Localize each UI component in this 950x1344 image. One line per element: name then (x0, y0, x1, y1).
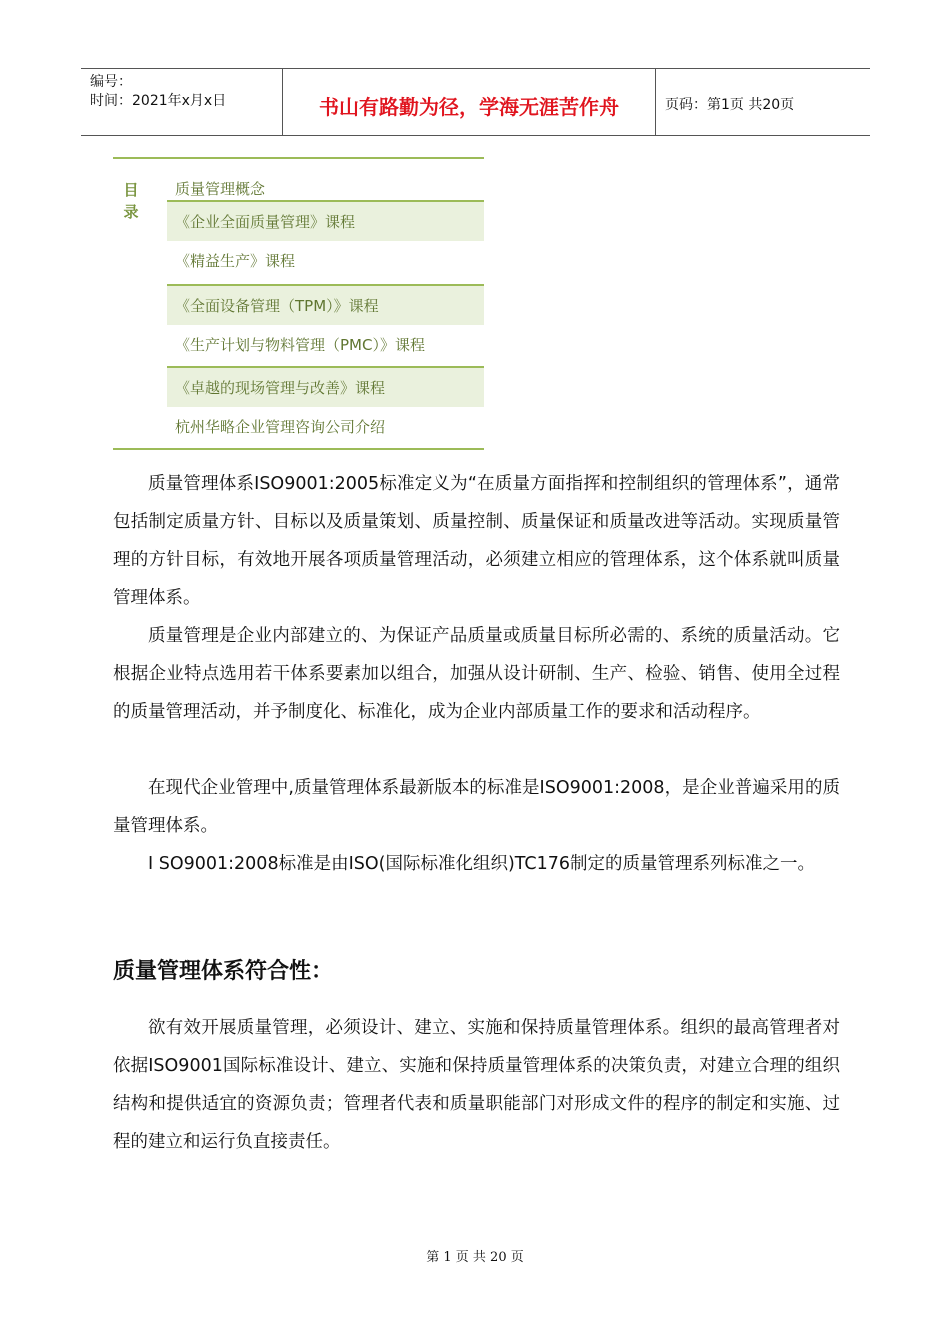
body-paragraph: 欲有效开展质量管理，必须设计、建立、实施和保持质量管理体系。组织的最高管理者对依据ISO9001国际标准设计、建立、实施和保持质量管理体系的决策负责，对建立合理的组织结构和提供适宜的资源负责；管理者代表和质量职能部门对形成文件的程序的制定和实施、过程的建立和运行负直接责任。 (113, 1018, 840, 1152)
toc-bottom-rule (113, 448, 484, 450)
body-paragraph: 在现代企业管理中,质量管理体系最新版本的标准是ISO9001:2008，是企业普遍采用的质量管理体系。 (113, 778, 840, 836)
body-paragraph: 质量管理体系ISO9001:2005标准定义为“在质量方面指挥和控制组织的管理体系”，通常包括制定质量方针、目标以及质量策划、质量控制、质量保证和质量改进等活动。实现质量管理的方针目标，有效地开展各项质量管理活动，必须建立相应的管理体系，这个体系就叫质量管理体系。 (113, 474, 840, 608)
toc-top-rule (113, 157, 484, 159)
serial-number-label: 编号： (90, 74, 132, 90)
body-paragraph: 质量管理是企业内部建立的、为保证产品质量或质量目标所必需的、系统的质量活动。它根据企业特点选用若干体系要素加以组合，加强从设计研制、生产、检验、销售、使用全过程的质量管理活动，并予制度化、标准化，成为企业内部质量工作的要求和活动程序。 (113, 626, 840, 722)
section-heading: 质量管理体系符合性： (113, 959, 334, 984)
header-page-cell (654, 69, 870, 135)
date-label: 时间：2021年x月x日 (90, 93, 227, 109)
toc-item[interactable]: 《全面设备管理（TPM）》课程 (167, 284, 484, 325)
toc-item[interactable]: 《企业全面质量管理》课程 (167, 200, 484, 241)
toc-item[interactable]: 杭州华略企业管理咨询公司介绍 (175, 418, 386, 436)
toc-item[interactable]: 《生产计划与物料管理（PMC）》课程 (175, 336, 425, 354)
toc-item[interactable]: 《卓越的现场管理与改善》课程 (167, 366, 484, 407)
toc-label: 目录 (123, 181, 139, 221)
table-of-contents (113, 157, 484, 449)
toc-item[interactable]: 质量管理概念 (175, 180, 266, 198)
toc-item[interactable]: 《精益生产》课程 (175, 252, 296, 270)
page-code: 页码：第1页 共20页 (665, 97, 795, 113)
page-footer: 第 1 页 共 20 页 (426, 1250, 524, 1265)
body-paragraph: I SO9001:2008标准是由ISO(国际标准化组织)TC176制定的质量管理系列标准之一。 (148, 854, 816, 874)
header-info-cell (81, 69, 282, 135)
motto: 书山有路勤为径，学海无涯苦作舟 (319, 95, 619, 119)
header-motto-cell (282, 69, 656, 135)
document-header (81, 68, 870, 136)
